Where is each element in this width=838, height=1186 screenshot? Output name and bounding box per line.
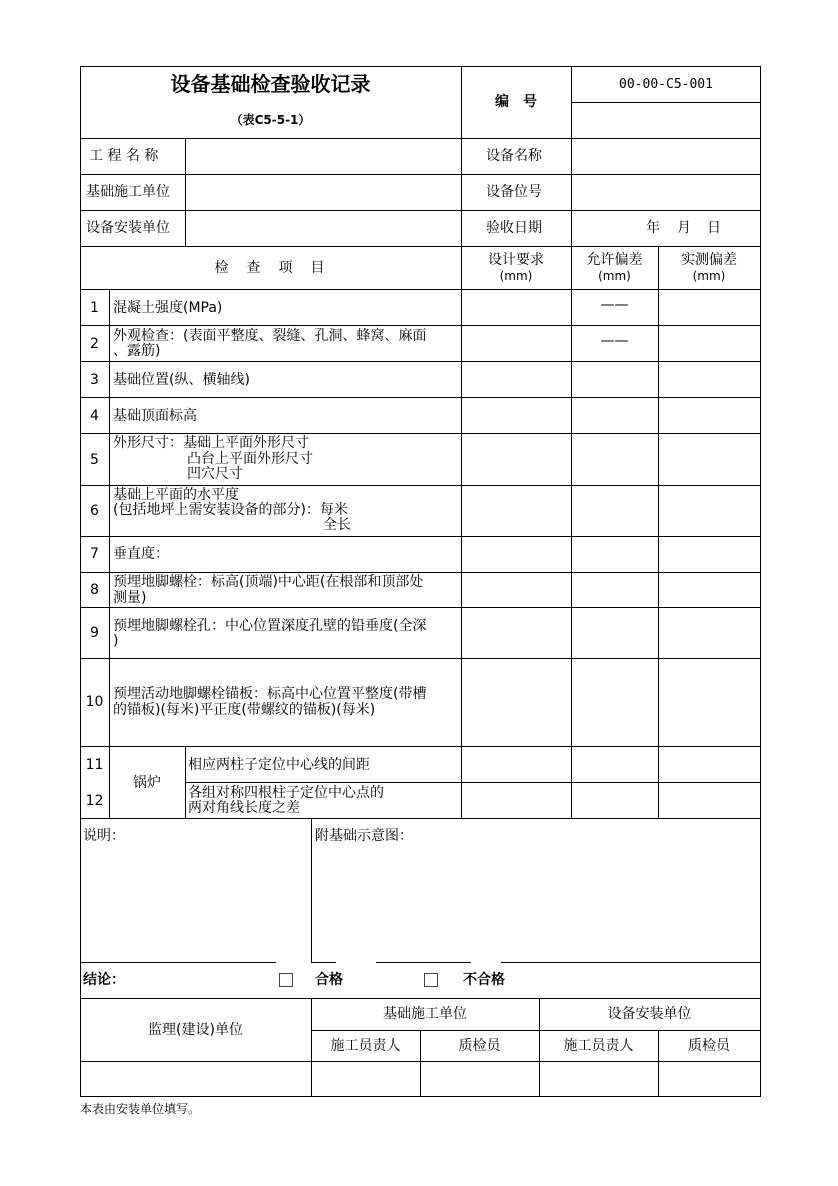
design-requirement-unit: (mm) [499,269,533,283]
install-unit-header: 设备安装单位 [607,1006,692,1022]
row-number: 4 [90,408,99,424]
measured-deviation-header: 实测偏差 [681,252,737,268]
row-number: 1 [90,300,99,316]
row-item-text: 外观检查：(表面平整度、裂缝、孔洞、蜂窝、麻面 [113,328,427,344]
row-number: 3 [90,372,99,388]
date-day: 日 [707,220,721,236]
fail-checkbox[interactable] [424,973,438,987]
supervision-signature-field[interactable] [81,1062,311,1096]
design-requirement-header: 设计要求 [488,252,544,268]
date-year: 年 [646,220,660,236]
row-number: 10 [85,694,104,710]
explanation-field[interactable] [82,846,308,958]
install-lead-signature-field[interactable] [540,1062,658,1096]
footer-note: 本表由安装单位填写。 [80,1102,201,1116]
supervision-unit-label: 监理(建设)单位 [148,1022,243,1038]
row-number: 11 [85,757,104,773]
row-item-text: 预埋地脚螺栓孔：中心位置深度孔壁的铅垂度(全深 [113,618,427,634]
foundation-unit-label: 基础施工单位 [86,184,170,200]
quality-inspector-label: 质检员 [458,1038,501,1054]
equipment-position-field[interactable] [572,175,760,210]
row-number: 6 [90,503,99,519]
row-item-text: 外形尺寸：基础上平面外形尺寸 [113,435,309,451]
foundation-inspector-signature-field[interactable] [421,1062,539,1096]
row-item-text: 基础上平面的水平度 [113,487,239,503]
row-number: 2 [90,336,99,352]
row-item-text: 相应两柱子定位中心线的间距 [188,757,370,773]
number-value: 00-00-C5-001 [619,77,713,92]
quality-inspector-label: 质检员 [688,1038,730,1054]
check-item-header: 检 查 项 目 [214,260,327,276]
row-item-text: 预埋地脚螺栓：标高(顶端)中心距(在根部和顶部处 [113,574,424,590]
row-item-text: 、露筋) [113,343,161,359]
construction-lead-label: 施工员责人 [563,1038,634,1054]
foundation-unit-field[interactable] [186,175,461,210]
row-item-text: 两对角线长度之差 [188,800,300,816]
fail-label: 不合格 [463,972,505,988]
row-number: 7 [90,546,99,562]
equipment-name-label: 设备名称 [486,148,542,164]
foundation-lead-signature-field[interactable] [312,1062,420,1096]
date-month: 月 [677,220,691,236]
install-inspector-signature-field[interactable] [659,1062,760,1096]
row-item-text: (包括地坪上需安装设备的部分)：每米 [113,502,348,518]
row-number: 5 [90,452,99,468]
equipment-name-field[interactable] [572,139,760,174]
project-name-label: 工 程 名 称 [89,148,159,164]
boiler-group-label: 锅炉 [133,775,161,791]
sketch-area[interactable] [314,846,757,958]
form-code: （表C5-5-1） [230,113,311,127]
explanation-label: 说明： [83,828,125,844]
inspection-record-form [80,66,761,1097]
form-title: 设备基础检查验收记录 [170,72,371,96]
row-item-text: 预埋活动地脚螺栓锚板：标高中心位置平整度(带槽 [113,686,427,702]
project-name-field[interactable] [186,139,461,174]
row-item-text: 混凝土强度(MPa) [113,300,223,316]
row-item-text: 垂直度： [113,546,169,562]
acceptance-date-label: 验收日期 [486,220,542,236]
pass-checkbox[interactable] [279,973,293,987]
measured-deviation-unit: (mm) [692,269,726,283]
sketch-label: 附基础示意图： [315,828,413,844]
row-item-text: 全长 [323,517,351,533]
foundation-unit-header: 基础施工单位 [383,1006,467,1022]
row-item-text: 凹穴尺寸 [187,466,243,482]
row-item-text: ) [113,633,119,649]
row-item-text: 各组对称四根柱子定位中心点的 [188,785,384,801]
row-number: 8 [90,582,99,598]
row-item-text: 基础顶面标高 [113,408,197,424]
row-item-text: 测量) [113,590,147,606]
conclusion-label: 结论： [83,972,125,988]
number-label: 编 号 [495,94,537,110]
row-item-text: 凸台上平面外形尺寸 [187,451,313,467]
row-allowed-deviation: —— [600,333,629,349]
pass-label: 合格 [315,972,343,988]
equipment-position-label: 设备位号 [486,184,542,200]
row-allowed-deviation: —— [600,297,629,313]
row-item-text: 的锚板)(每米)平正度(带螺纹的锚板)(每米) [113,702,376,718]
allowed-deviation-header: 允许偏差 [586,252,643,268]
row-number: 9 [90,625,99,641]
allowed-deviation-unit: (mm) [598,269,631,283]
construction-lead-label: 施工员责人 [330,1038,401,1054]
row-item-text: 基础位置(纵、横轴线) [113,372,250,388]
number-second-field[interactable] [572,103,760,138]
row-number: 12 [85,793,104,809]
install-unit-label: 设备安装单位 [86,220,170,236]
install-unit-field[interactable] [186,211,461,246]
